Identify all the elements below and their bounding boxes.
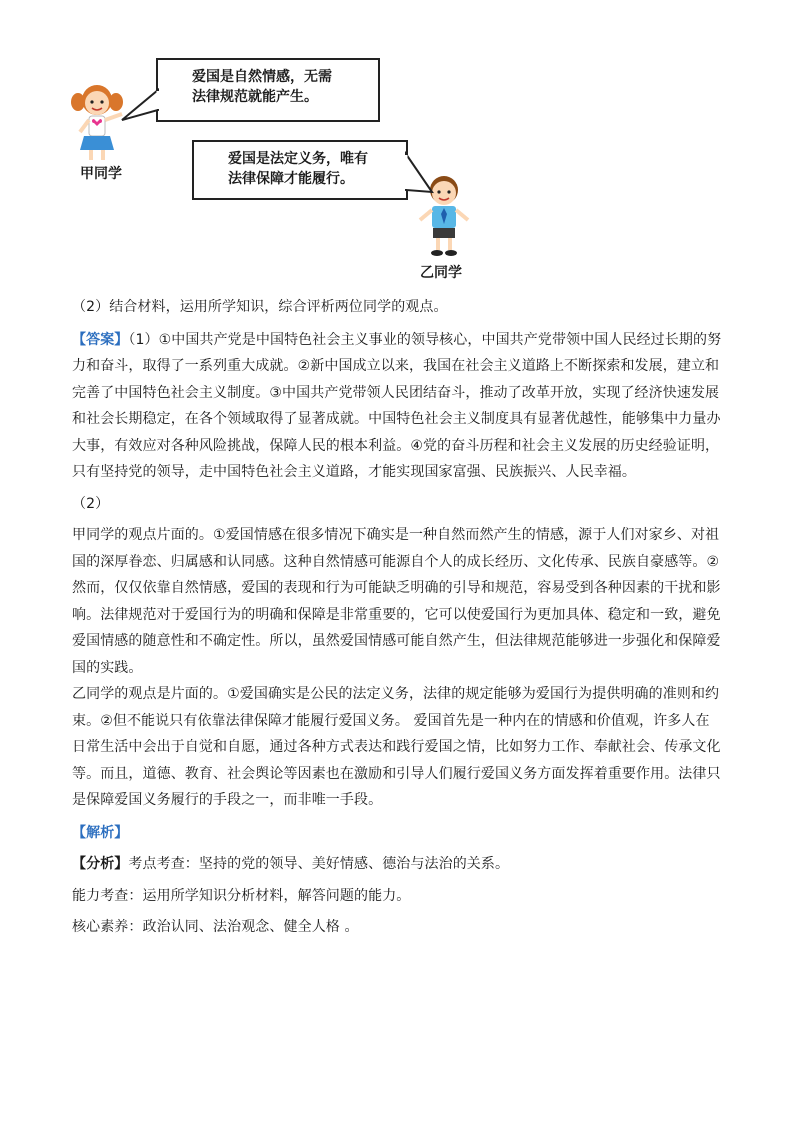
speech-bubble-a <box>156 58 380 122</box>
analysis-ability: 能力考查：运用所学知识分析材料，解答问题的能力。 <box>72 887 411 904</box>
analysis-tag: 【解析】 <box>72 824 129 841</box>
bubble-b-line2: 法律保障才能履行。 <box>228 171 354 187</box>
document-body <box>72 294 722 941</box>
question-text: （2）结合材料，运用所学知识，综合评析两位同学的观点。 <box>72 299 448 315</box>
answer-para-a: 甲同学的观点片面的。①爱国情感在很多情况下确实是一种自然而然产生的情感，源于人们对家乡、对祖国的深厚眷恋、归属感和认同感。这种自然情感可能源自个人的成长经历、文化传承、民族自豪感等。②然而，仅仅依靠自然情感，爱国的表现和行为可能缺乏明确的引导和规范，容易受到各种因素的干扰和影响。法律规范对于爱国行为的明确和保障是非常重要的，它可以使爱国行为更加具体、稳定和一致，避免爱国情感的随意性和不确定性。所以，虽然爱国情感可能自然产生，但法律规范能够进一步强化和保障爱国的实践。 <box>72 527 721 676</box>
analysis-fenxi <box>72 851 722 878</box>
answer-tag: 【答案】 <box>72 331 129 348</box>
bubble-a-line2: 法律规范就能产生。 <box>192 89 318 105</box>
student-a-caption: 甲同学 <box>80 166 122 182</box>
analysis-heading <box>72 820 722 847</box>
bubble-b-tail <box>390 150 434 194</box>
bubble-b-line1: 爱国是法定义务，唯有 <box>228 151 368 167</box>
speech-bubble-b <box>192 140 408 200</box>
cartoon-figure <box>0 0 794 290</box>
answer-part1-label: （1） <box>128 331 159 348</box>
fenxi-text: 考点考查：坚持的党的领导、美好情感、德治与法治的关系。 <box>128 856 510 872</box>
answer-part2-label: （2） <box>72 495 110 512</box>
answer-part1 <box>72 327 722 486</box>
answer-part1-text: ①中国共产党是中国特色社会主义事业的领导核心，中国共产党带领中国人民经过长期的努力和奋斗，取得了一系列重大成就。②新中国成立以来，我国在社会主义道路上不断探索和发展，建立和完善了中国特色社会主义制度。③中国共产党带领人民团结奋斗，推动了改革开放，实现了经济快速发展和社会长期稳定，在各个领域取得了显著成就。中国特色社会主义制度具有显著优越性，能够集中力量办大事，有效应对各种风险挑战，保障人民的根本利益。④党的奋斗历程和社会主义发展的历史经验证明，只有坚持党的领导，走中国特色社会主义道路，才能实现国家富强、民族振兴、人民幸福。 <box>72 331 722 480</box>
bubble-a-line1: 爱国是自然情感，无需 <box>192 69 332 85</box>
bubble-a-tail <box>120 88 160 122</box>
answer-para-b: 乙同学的观点是片面的。①爱国确实是公民的法定义务，法律的规定能够为爱国行为提供明确的准则和约束。②但不能说只有依靠法律保障才能履行爱国义务。 爱国首先是一种内在的情感和价值观，许多人在日常生活中会出于自觉和自愿，通过各种方式表达和践行爱国之情，比如努力工作、奉献社会、传承文化等。而且，道德、教育、社会舆论等因素也在激励和引导人们履行爱国义务方面发挥着重要作用。法律只是保障爱国义务履行的手段之一，而非唯一手段。 <box>72 686 721 808</box>
fenxi-tag: 【分析】 <box>72 856 129 872</box>
student-b-caption: 乙同学 <box>420 265 462 281</box>
analysis-literacy: 核心素养：政治认同、法治观念、健全人格 。 <box>72 919 359 935</box>
